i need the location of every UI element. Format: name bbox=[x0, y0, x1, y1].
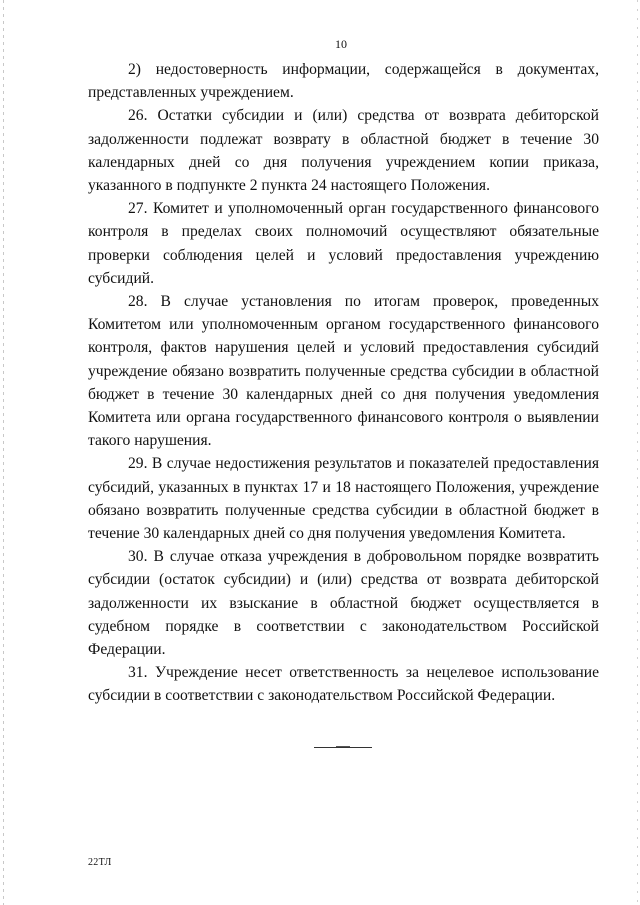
document-body bbox=[88, 58, 599, 708]
end-separator-line bbox=[314, 747, 372, 748]
footer-code: 22ТЛ bbox=[88, 857, 112, 868]
page-number: 10 bbox=[335, 37, 347, 51]
paragraph-27: 27. Комитет и уполномоченный орган государственного финансового контроля в пределах своих полномочий осуществляют обязательные проверки соблюдения целей и условий предоставления учреждению субсидий. bbox=[88, 200, 599, 287]
paragraph-subitem-2: 2) недостоверность информации, содержащейся в документах, представленных учреждением. bbox=[88, 61, 599, 102]
scan-edge-right bbox=[637, 0, 638, 905]
paragraph-30: 30. В случае отказа учреждения в добровольном порядке возвратить субсидии (остаток субсидии) и (или) средства от возврата дебиторской задолженности их взыскание в областной бюджет осуществляется в судебном порядке в соответствии с законодательством Российской Федерации. bbox=[88, 548, 599, 659]
paragraph-28: 28. В случае установления по итогам проверок, проведенных Комитетом или уполномоченным органом государственного финансового контроля, фактов нарушения целей и условий предоставления субсидий учреждение обязано возвратить полученные средства субсидии в областной бюджет в течение 30 календарных дней со дня получения уведомления Комитета или органа государственного финансового контроля о выявлении такого нарушения. bbox=[88, 293, 599, 450]
paragraph-29: 29. В случае недостижения результатов и показателей предоставления субсидий, указанных в пунктах 17 и 18 настоящего Положения, учреждение обязано возвратить полученные средства субсидии в областной бюджет в течение 30 календарных дней со дня получения уведомления Комитета. bbox=[88, 455, 599, 543]
paragraph-31: 31. Учреждение несет ответственность за нецелевое использование субсидии в соответствии с законодательством Российской Федерации. bbox=[88, 664, 599, 705]
paragraph-26: 26. Остатки субсидии и (или) средства от возврата дебиторской задолженности подлежат возврату в областной бюджет в течение 30 календарных дней со дня получения учреждением копии приказа, указанного в подпункте 2 пункта 24 настоящего Положения. bbox=[88, 107, 599, 195]
scan-edge-left bbox=[3, 0, 4, 905]
